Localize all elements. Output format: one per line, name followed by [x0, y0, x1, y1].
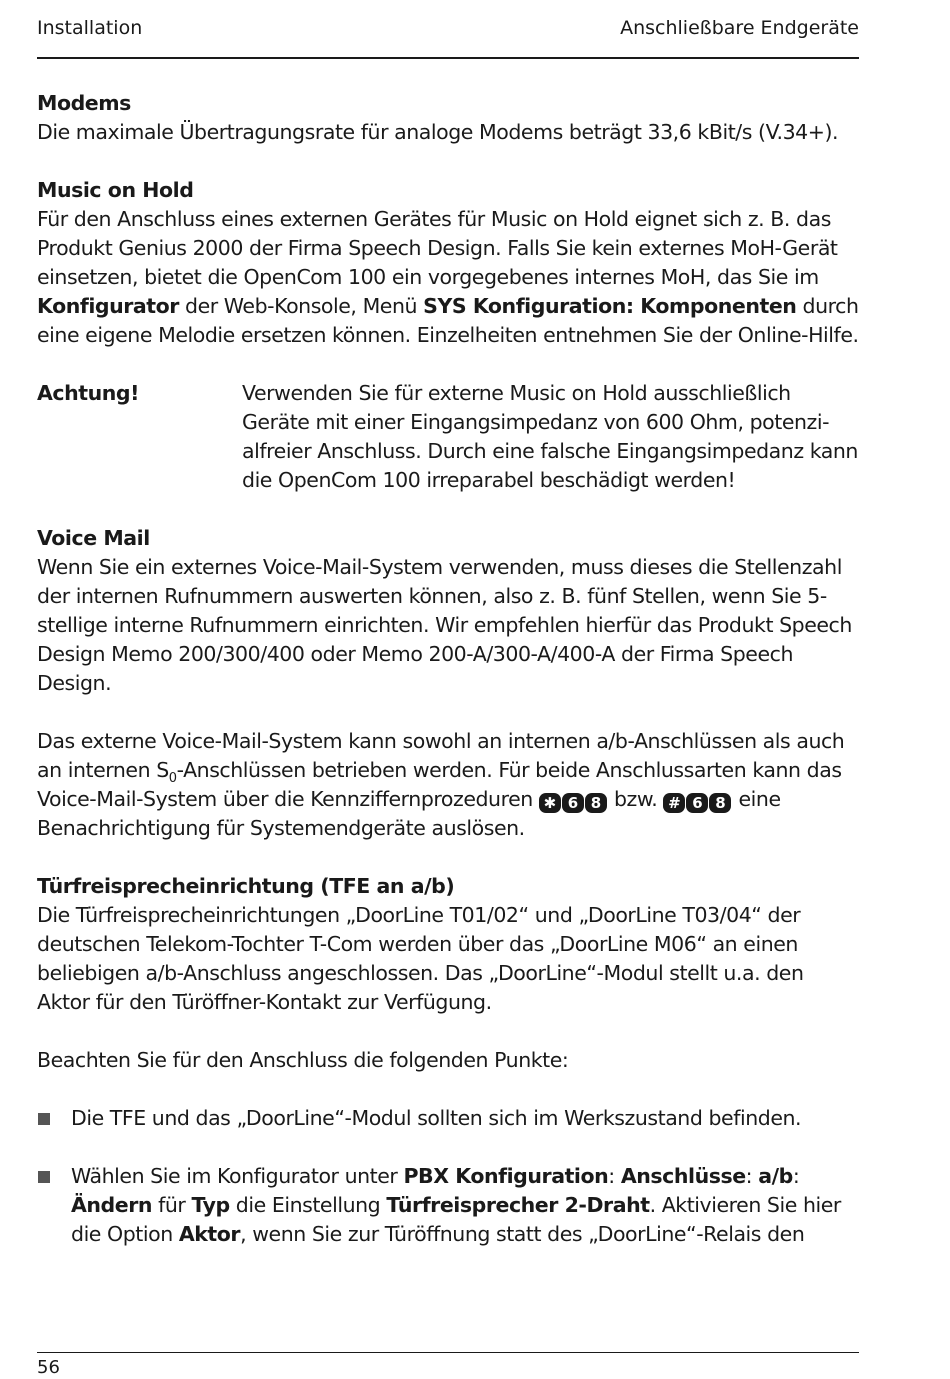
- warning-text: Verwenden Sie für externe Music on Hold ausschließlich Geräte mit einer Eingangsimpedanz von 600 Ohm, potenzialfreier Anschluss. Durch eine falsche Eingangsimpedanz kann die OpenCom 100 irreparabel beschädigt werden!: [242, 381, 858, 492]
- page-number: 56: [37, 1357, 60, 1378]
- tfe-paragraph-1: Die Türfreisprecheinrichtungen „DoorLine T01/02“ und „DoorLine T03/04“ der deutschen Telekom-Tochter T-Com werden über das „DoorLine M06“ an einen beliebigen a/b-Anschluss angeschlossen. Das „DoorLine“-Modul stellt u.a. den Aktor für den Türöffner-Kontakt zur Verfügung.: [37, 903, 804, 1014]
- bullet-square-icon: [37, 1162, 71, 1249]
- page-content: [37, 89, 859, 1249]
- page-header: [37, 14, 859, 44]
- moh-menu: SYS Konfiguration: Komponenten: [423, 294, 797, 318]
- star-key-icon: ✱: [539, 793, 561, 813]
- moh-heading: Music on Hold: [37, 178, 194, 202]
- tfe-paragraph-2: Beachten Sie für den Anschluss die folgenden Punkte:: [37, 1048, 569, 1072]
- modems-heading: Modems: [37, 91, 131, 115]
- voicemail-paragraph-2: Das externe Voice-Mail-System kann sowohl an internen a/b-Anschlüssen als auch an internen $S_0$-Anschlüssen betrieben werden. Für beide Anschlussarten kann das Voice-Mail-System über die Kennziffernprozeduren ✱ 6 8 bzw. # 6 8 eine Benachrichtigung für Systemendgeräte auslösen.: [37, 729, 845, 840]
- header-chapter-title: Anschließbare Endgeräte: [620, 17, 859, 39]
- moh-text: Für den Anschluss eines externen Gerätes für Music on Hold eignet sich z. B. das Produkt Genius 2000 der Firma Speech Design. Falls Sie kein externes MoH-Gerät einsetzen, bietet die OpenCom 100 ein vorgegebenes internes MoH, das Sie im Konfigurator der Web-Konsole, Menü SYS Konfiguration: Komponenten durch eine eigene Melodie ersetzen können. Einzelheiten entnehmen Sie der Online-Hilfe.: [37, 207, 859, 347]
- digit-8-key: 8: [585, 793, 607, 813]
- bullet-text: Die TFE und das „DoorLine“-Modul sollten sich im Werkszustand befinden.: [71, 1106, 802, 1130]
- moh-konfigurator: Konfigurator: [37, 294, 179, 318]
- digit-6-key: 6: [562, 793, 584, 813]
- digit-8-key: 8: [709, 793, 731, 813]
- warning-box: [37, 379, 859, 495]
- header-rule: [37, 57, 859, 59]
- list-item: [37, 1162, 859, 1249]
- header-section-title: Installation: [37, 17, 143, 39]
- modems-text: Die maximale Übertragungsrate für analoge Modems beträgt 33,6 kBit/s (V.34+).: [37, 120, 839, 144]
- bullet-text: Wählen Sie im Konfigurator unter PBX Konfiguration: Anschlüsse: a/b: Ändern für Typ die Einstellung Türfreisprecher 2-Draht. Aktivieren Sie hier die Option Aktor, wenn Sie zur Türöffnung statt des „DoorLine“-Relais den: [71, 1164, 841, 1246]
- bullet-square-icon: [37, 1104, 71, 1133]
- warning-label: Achtung!: [37, 381, 140, 405]
- digit-6-key: 6: [686, 793, 708, 813]
- voicemail-paragraph-1: Wenn Sie ein externes Voice-Mail-System verwenden, muss dieses die Stellenzahl der internen Rufnummern auswerten können, also z. B. fünf Stellen, wenn Sie 5-stellige interne Rufnummern einrichten. Wir empfehlen hierfür das Produkt Speech Design Memo 200/300/400 oder Memo 200-A/300-A/400-A der Firma Speech Design.: [37, 555, 852, 695]
- list-item: [37, 1104, 859, 1133]
- voicemail-heading: Voice Mail: [37, 526, 150, 550]
- hash-key-icon: #: [663, 793, 685, 813]
- tfe-heading: Türfreisprecheinrichtung (TFE an a/b): [37, 874, 455, 898]
- footer-rule: [37, 1352, 859, 1353]
